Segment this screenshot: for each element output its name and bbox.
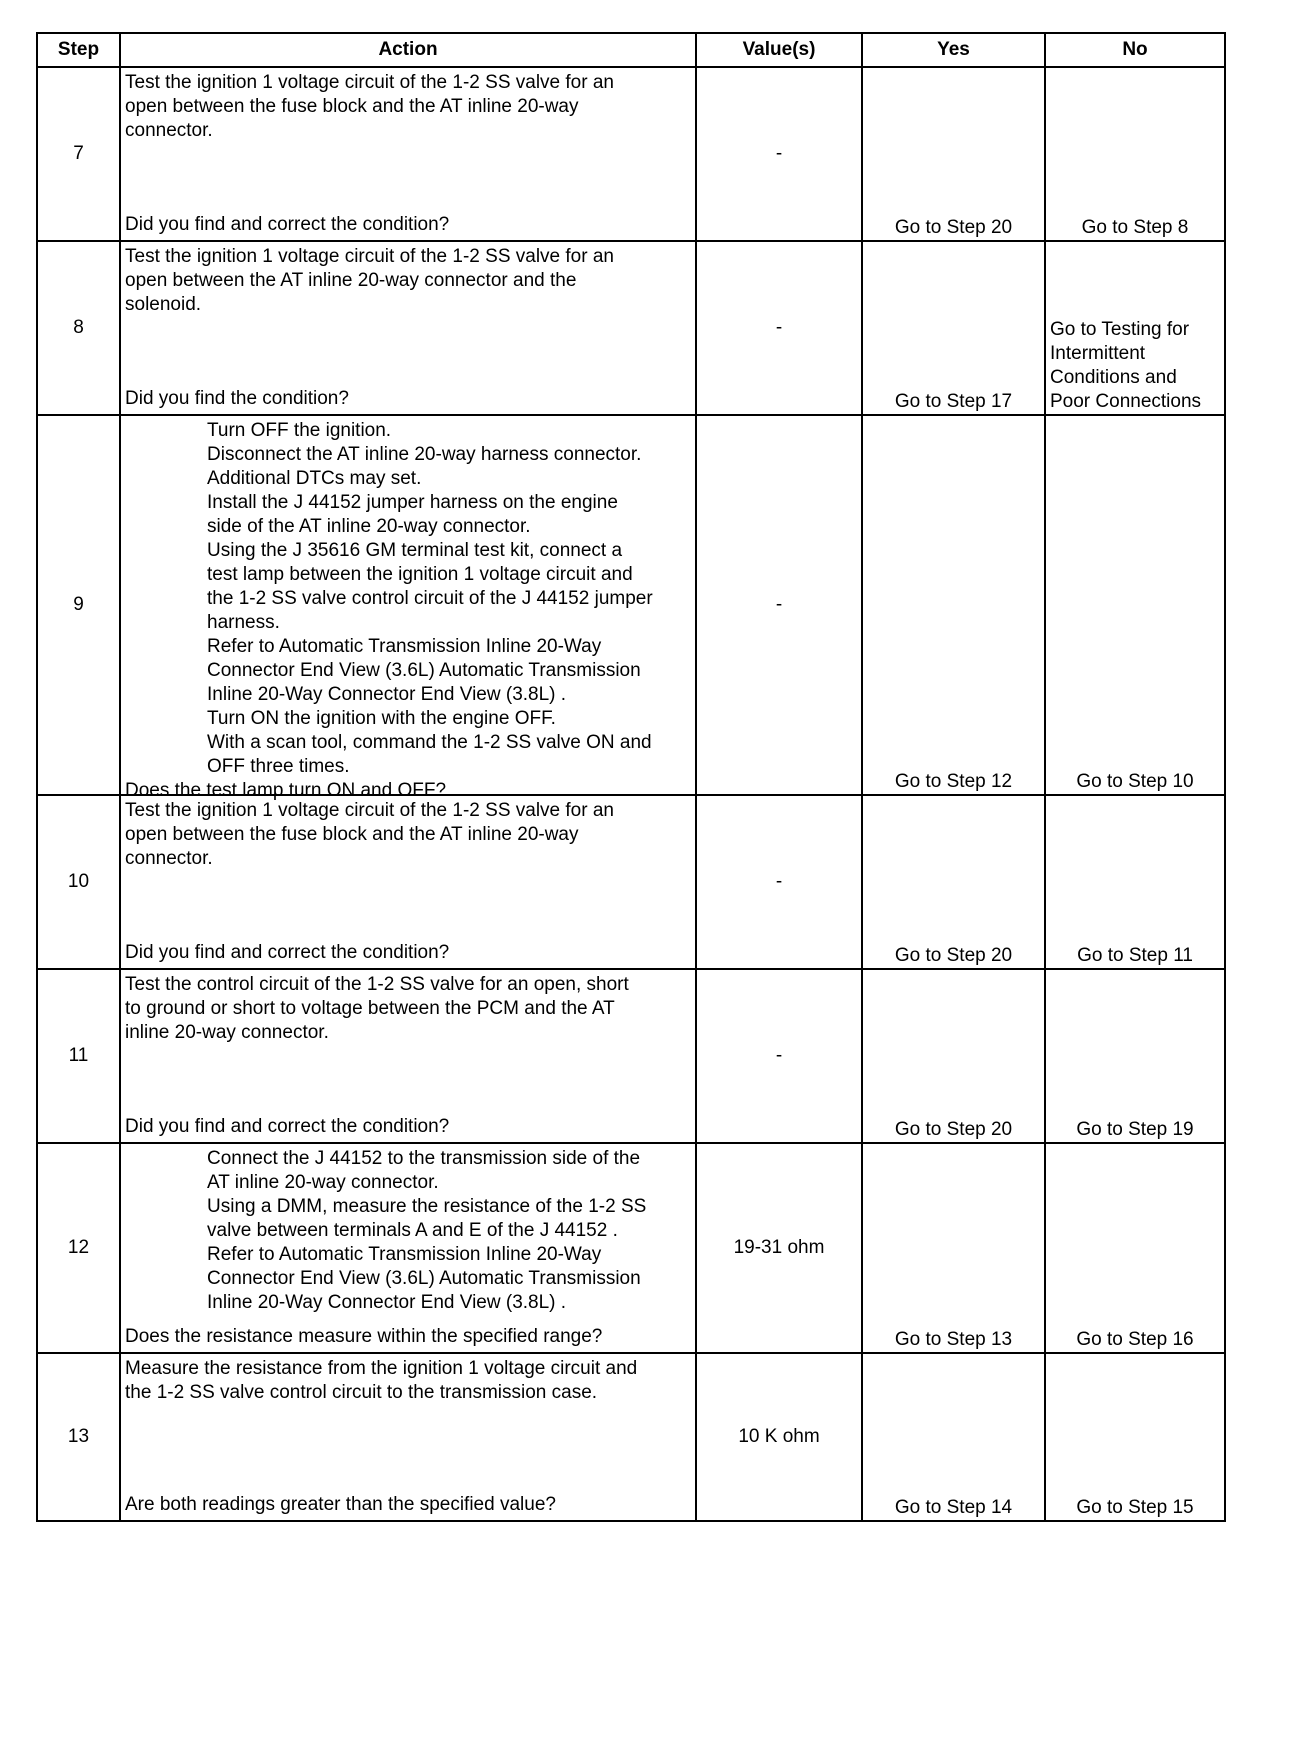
step-number: 7 <box>37 67 120 241</box>
action-line: Test the ignition 1 voltage circuit of the 1-2 SS valve for an <box>125 246 614 267</box>
no-cell: Go to Step 19 <box>1045 969 1225 1143</box>
table-row <box>37 969 1225 1143</box>
header-yes: Yes <box>862 33 1045 67</box>
value-cell: - <box>696 67 862 241</box>
no-cell: Go to Step 16 <box>1045 1143 1225 1353</box>
action-line: open between the AT inline 20-way connector and the <box>125 270 577 291</box>
action-text <box>121 68 695 143</box>
yes-cell: Go to Step 14 <box>862 1353 1045 1521</box>
value-cell: - <box>696 415 862 795</box>
action-line: the 1-2 SS valve control circuit to the transmission case. <box>125 1382 598 1403</box>
action-line: open between the fuse block and the AT inline 20-way <box>125 96 579 117</box>
action-line: connector. <box>125 848 213 869</box>
action-text <box>121 1144 695 1315</box>
action-cell <box>120 415 696 801</box>
action-line: to ground or short to voltage between the PCM and the AT <box>125 998 615 1019</box>
action-line: Connector End View (3.6L) Automatic Transmission <box>207 660 641 681</box>
action-cell <box>120 969 696 1143</box>
action-line: AT inline 20-way connector. <box>207 1172 439 1193</box>
step-number: 13 <box>37 1353 120 1521</box>
header-step: Step <box>37 33 120 67</box>
no-cell: Go to Step 10 <box>1045 415 1225 795</box>
action-line: open between the fuse block and the AT inline 20-way <box>125 824 579 845</box>
action-text <box>121 242 695 317</box>
action-line: test lamp between the ignition 1 voltage circuit and <box>207 564 633 585</box>
yes-cell: Go to Step 17 <box>862 241 1045 415</box>
yes-cell: Go to Step 20 <box>862 67 1045 241</box>
action-line: Test the ignition 1 voltage circuit of the 1-2 SS valve for an <box>125 72 614 93</box>
action-cell <box>120 1353 696 1521</box>
action-cell <box>120 241 696 415</box>
action-text <box>121 970 695 1045</box>
action-line: side of the AT inline 20-way connector. <box>207 516 531 537</box>
action-line: harness. <box>207 612 280 633</box>
action-question: Did you find and correct the condition? <box>125 214 450 235</box>
value-cell: 10 K ohm <box>696 1353 862 1521</box>
value-cell: - <box>696 241 862 415</box>
action-line: Connect the J 44152 to the transmission side of the <box>207 1148 641 1169</box>
action-line: Turn OFF the ignition. <box>207 420 392 441</box>
action-line: Turn ON the ignition with the engine OFF. <box>207 708 556 729</box>
action-text <box>121 416 695 779</box>
action-question: Are both readings greater than the specified value? <box>125 1494 556 1515</box>
value-cell: 19-31 ohm <box>696 1143 862 1353</box>
no-line: Intermittent <box>1050 343 1146 364</box>
value-cell: - <box>696 969 862 1143</box>
action-question: Did you find and correct the condition? <box>125 1116 450 1137</box>
yes-cell: Go to Step 20 <box>862 795 1045 969</box>
action-line: Refer to Automatic Transmission Inline 20-Way <box>207 1244 602 1265</box>
diagnostic-table <box>36 32 1226 1522</box>
action-line: Measure the resistance from the ignition 1 voltage circuit and <box>125 1358 638 1379</box>
no-cell: Go to Step 11 <box>1045 795 1225 969</box>
value-cell: - <box>696 795 862 969</box>
action-line: solenoid. <box>125 294 202 315</box>
yes-cell: Go to Step 12 <box>862 415 1045 795</box>
no-line: Go to Testing for <box>1050 319 1190 340</box>
no-line: Poor Connections <box>1050 391 1202 412</box>
action-line: the 1-2 SS valve control circuit of the J 44152 jumper <box>207 588 653 609</box>
action-line: Test the control circuit of the 1-2 SS valve for an open, short <box>125 974 629 995</box>
action-line: Inline 20-Way Connector End View (3.8L) . <box>207 1292 567 1313</box>
action-line: Disconnect the AT inline 20-way harness connector. <box>207 444 642 465</box>
header-action: Action <box>120 33 696 67</box>
action-line: Inline 20-Way Connector End View (3.8L) . <box>207 684 567 705</box>
step-number: 11 <box>37 969 120 1143</box>
table-row <box>37 1143 1225 1353</box>
action-question: Does the test lamp turn ON and OFF? <box>125 780 447 801</box>
action-line: Additional DTCs may set. <box>207 468 422 489</box>
action-text <box>121 796 695 871</box>
no-line: Conditions and <box>1050 367 1177 388</box>
action-line: inline 20-way connector. <box>125 1022 329 1043</box>
yes-cell: Go to Step 20 <box>862 969 1045 1143</box>
action-line: OFF three times. <box>207 756 350 777</box>
action-question: Did you find and correct the condition? <box>125 942 450 963</box>
no-cell <box>1045 241 1225 415</box>
action-text <box>121 1354 695 1405</box>
table-row <box>37 67 1225 241</box>
action-question: Did you find the condition? <box>125 388 349 409</box>
action-line: With a scan tool, command the 1-2 SS valve ON and <box>207 732 652 753</box>
action-line: valve between terminals A and E of the J 44152 . <box>207 1220 618 1241</box>
action-line: Install the J 44152 jumper harness on the engine <box>207 492 618 513</box>
no-cell: Go to Step 15 <box>1045 1353 1225 1521</box>
no-cell: Go to Step 8 <box>1045 67 1225 241</box>
step-number: 8 <box>37 241 120 415</box>
action-line: Using the J 35616 GM terminal test kit, connect a <box>207 540 623 561</box>
action-line: connector. <box>125 120 213 141</box>
action-line: Connector End View (3.6L) Automatic Transmission <box>207 1268 641 1289</box>
table-row <box>37 415 1225 795</box>
table-row <box>37 1353 1225 1521</box>
action-line: Using a DMM, measure the resistance of the 1-2 SS <box>207 1196 647 1217</box>
header-no: No <box>1045 33 1225 67</box>
action-question: Does the resistance measure within the specified range? <box>125 1326 603 1347</box>
step-number: 10 <box>37 795 120 969</box>
action-line: Test the ignition 1 voltage circuit of the 1-2 SS valve for an <box>125 800 614 821</box>
action-cell <box>120 67 696 241</box>
header-row <box>37 33 1225 67</box>
table-row <box>37 241 1225 415</box>
action-line: Refer to Automatic Transmission Inline 20-Way <box>207 636 602 657</box>
table-row <box>37 795 1225 969</box>
yes-cell: Go to Step 13 <box>862 1143 1045 1353</box>
action-cell <box>120 795 696 969</box>
step-number: 12 <box>37 1143 120 1353</box>
action-cell <box>120 1143 696 1353</box>
step-number: 9 <box>37 415 120 795</box>
header-values: Value(s) <box>696 33 862 67</box>
